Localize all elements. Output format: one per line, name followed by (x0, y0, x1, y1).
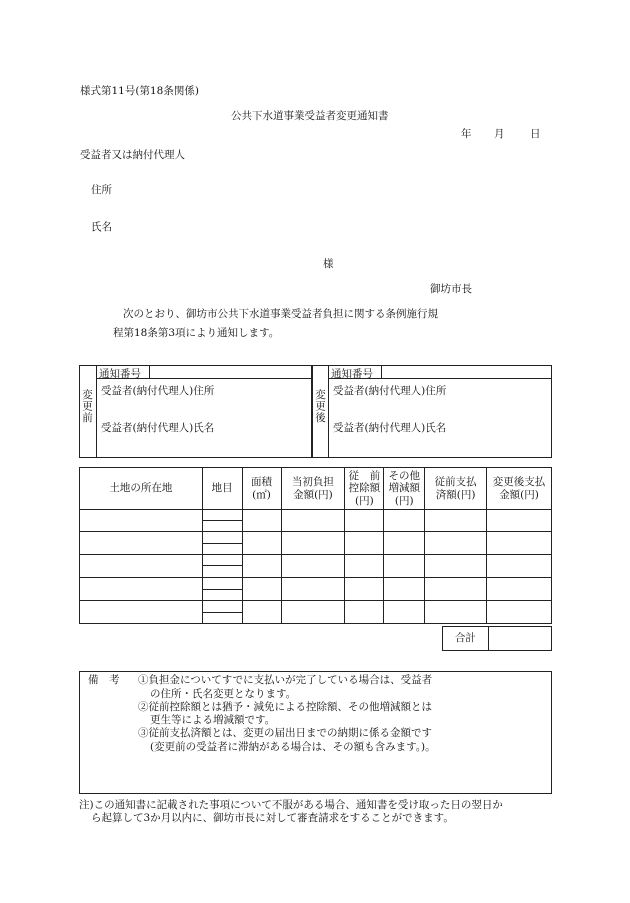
header-paid-amount: 従前支払 済額(円) (425, 468, 487, 510)
header-category: 地目 (202, 468, 242, 510)
table-row (80, 578, 552, 590)
after-address-label: 受益者(納付代理人)住所 (333, 385, 447, 397)
header-area: 面積 (㎡) (242, 468, 281, 510)
total-label: 合計 (443, 627, 489, 651)
table-row (80, 532, 552, 544)
remarks-label: 備 考 (88, 674, 120, 686)
form-number: 様式第11号(第18条関係) (80, 85, 199, 97)
before-side-label: 変更前 (81, 389, 93, 424)
date-month: 月 (494, 128, 505, 140)
header-after-amount: 変更後支払 金額(円) (487, 468, 552, 510)
header-deduction: 従 前 控除額 (円) (345, 468, 384, 510)
name-label: 氏名 (91, 221, 112, 233)
body-line-2: 程第18条第3項により通知します。 (113, 327, 280, 339)
header-initial-amount: 当初負担 金額(円) (281, 468, 345, 510)
land-table (79, 467, 552, 624)
remark-2a: ②従前控除額とは猶予・減免による控除額、その他増減額とは (138, 701, 432, 713)
before-number-label: 通知番号 (99, 368, 141, 380)
table-row (80, 510, 552, 521)
date-year: 年 (461, 128, 472, 140)
honorific: 様 (323, 258, 334, 270)
date-day: 日 (530, 128, 541, 140)
table-row (80, 601, 552, 613)
remark-3a: ③従前支払済額とは、変更の届出日までの納期に係る金額です (138, 727, 432, 739)
address-label: 住所 (91, 184, 112, 196)
header-location: 土地の所在地 (80, 468, 203, 510)
note-line-1: 注)この通知書に記載された事項について不服がある場合、通知書を受け取った日の翌日か (79, 799, 503, 811)
remark-2b: 更生等による増減額です。 (150, 714, 276, 726)
after-name-label: 受益者(納付代理人)氏名 (333, 422, 447, 434)
body-line-1: 次のとおり、御坊市公共下水道事業受益者負担に関する条例施行規 (123, 308, 438, 320)
after-side-label: 変更後 (314, 389, 326, 424)
document-title: 公共下水道事業受益者変更通知書 (231, 110, 389, 122)
after-number-label: 通知番号 (331, 368, 373, 380)
table-row (80, 555, 552, 566)
remark-3b: (変更前の受益者に滞納がある場合は、その額も含みます。)。 (150, 741, 436, 753)
recipient-label: 受益者又は納付代理人 (80, 149, 185, 161)
header-other-change: その他 増減額 (円) (384, 468, 425, 510)
remark-1a: ①負担金についてすでに支払いが完了している場合は、受益者 (138, 674, 433, 686)
total-table (442, 626, 552, 651)
remark-1b: の住所・氏名変更となります。 (150, 688, 297, 700)
sender: 御坊市長 (430, 283, 472, 295)
before-address-label: 受益者(納付代理人)住所 (101, 385, 215, 397)
note-line-2: ら起算して3か月以内に、御坊市長に対して審査請求をすることができます。 (91, 812, 454, 824)
before-name-label: 受益者(納付代理人)氏名 (101, 422, 215, 434)
total-value (488, 627, 551, 651)
